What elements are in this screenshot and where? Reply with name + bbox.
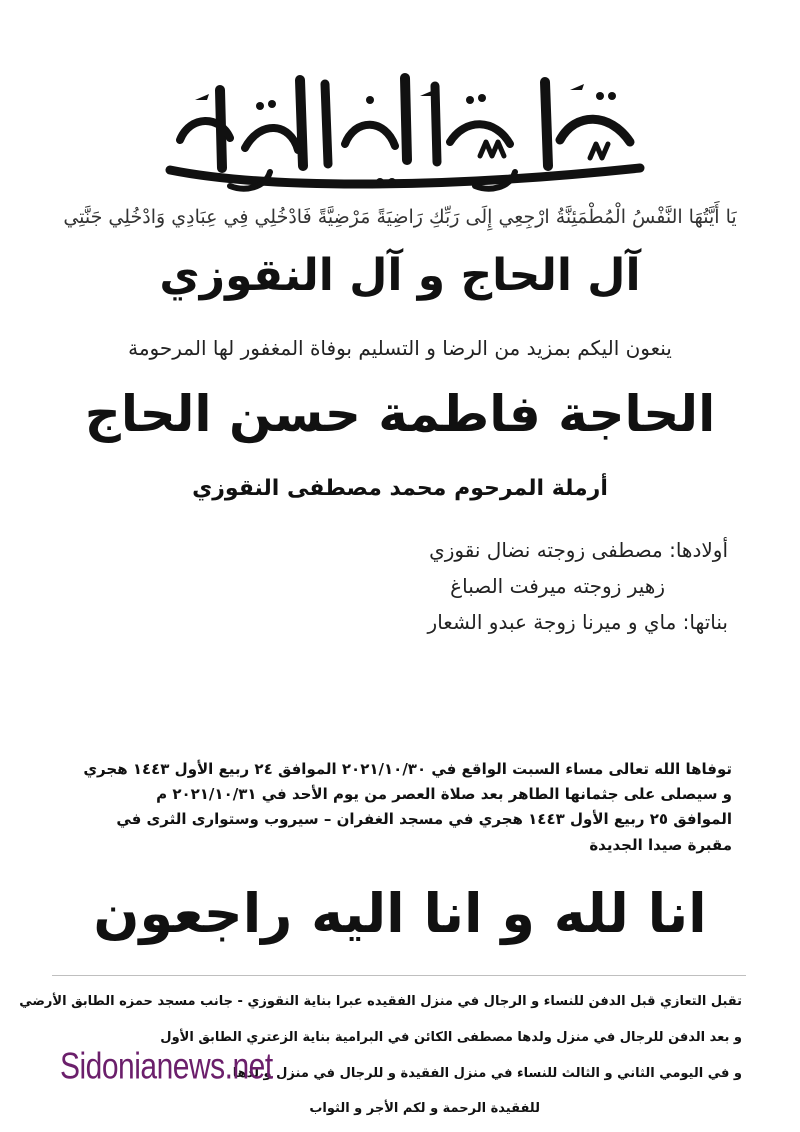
deceased-name: الحاجة فاطمة حسن الحاج <box>84 385 716 443</box>
death-details-line: توفاها الله تعالى مساء السبت الواقع في ٢٠٢١/١٠/٣٠ الموافق ٢٤ ربيع الأول ١٤٤٣ هجري <box>83 760 732 778</box>
watermark-logo: Sidonianews.net <box>60 1046 273 1088</box>
families-heading: آل الحاج و آل النقوزي <box>159 250 641 301</box>
cemetery-line: مقبرة صيدا الجديدة <box>589 836 732 854</box>
closing-phrase: انا لله و انا اليه راجعون <box>93 882 707 945</box>
condolence-line: و في اليومي الثاني و الثالث للنساء في منزل الفقيدة و للرجال في منزل و لدها <box>232 1066 742 1081</box>
calligraphy-header-image <box>150 60 660 195</box>
prayer-details-line: و سيصلى على جثمانها الطاهر بعد صلاة العصر من يوم الأحد في ٢٠٢١/١٠/٣١ م <box>156 785 732 803</box>
daughters-line: بناتها: ماي و ميرنا زوجة عبدو الشعار <box>427 610 728 634</box>
announcement-text: ينعون اليكم بمزيد من الرضا و التسليم بوفاة المغفور لها المرحومة <box>128 336 672 360</box>
divider <box>52 975 746 976</box>
widow-of-line: أرملة المرحوم محمد مصطفى النقوزي <box>192 476 608 501</box>
quran-verse: يَا أَيَّتُهَا النَّفْسُ الْمُطْمَئِنَّةُ ارْجِعِي إِلَى رَبِّكِ رَاضِيَةً مَرْضِيَّةً فَادْخُلِي فِي عِبَادِي وَادْخُلِي جَنَّتِي <box>63 206 737 228</box>
sons-line-1: أولادها: مصطفى زوجته نضال نقوزي <box>429 538 728 562</box>
mosque-details-line: الموافق ٢٥ ربيع الأول ١٤٤٣ هجري في مسجد الغفران – سيروب وستوارى الثرى في <box>116 810 732 828</box>
condolence-closing-line: للفقيدة الرحمة و لكم الأجر و الثواب <box>309 1101 540 1116</box>
condolence-line: و بعد الدفن للرجال في منزل ولدها مصطفى الكائن في البرامية بناية الزعتري الطابق الأول <box>160 1030 742 1045</box>
sons-line-2: زهير زوجته ميرفت الصباغ <box>450 574 665 598</box>
condolence-line: تقبل التعازي قبل الدفن للنساء و الرجال في منزل الفقيده عبرا بناية النقوزي - جانب مسجد حمزه الطابق الأرضي <box>19 994 742 1009</box>
